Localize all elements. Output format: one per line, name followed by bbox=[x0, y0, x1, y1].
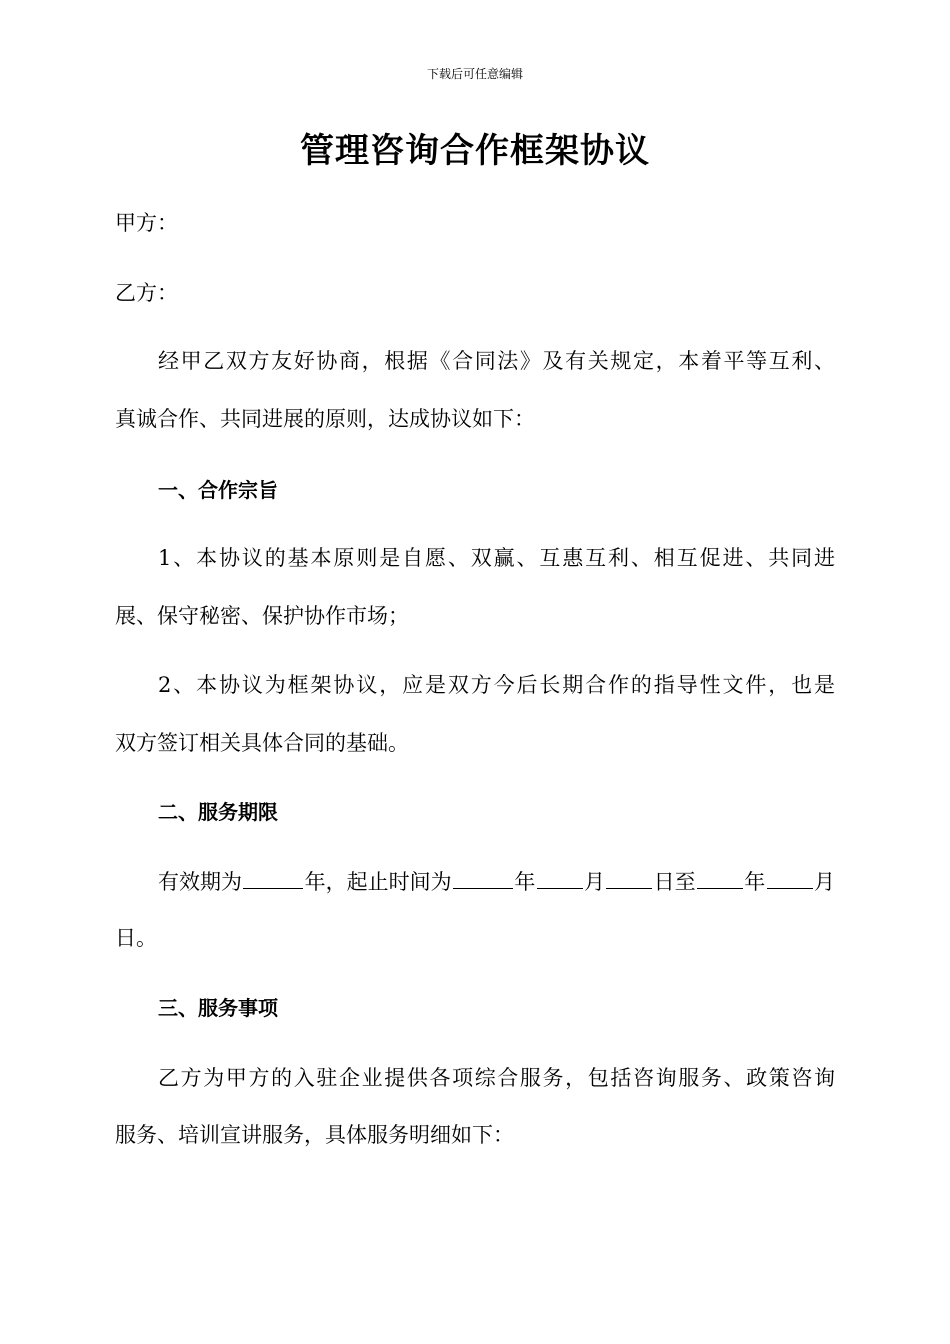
term-text-day-to: 日至 bbox=[653, 870, 696, 894]
term-text-start-end: 年，起止时间为 bbox=[304, 870, 452, 894]
blank-start-day-field[interactable] bbox=[606, 866, 652, 889]
section-1-item-1-line-2: 展、保守秘密、保护协作市场； bbox=[115, 604, 409, 628]
section-2-heading: 二、服务期限 bbox=[158, 800, 278, 824]
section-1-heading: 一、合作宗旨 bbox=[158, 478, 278, 502]
term-text-month: 月 bbox=[583, 870, 605, 894]
header-note: 下载后可任意编辑 bbox=[426, 67, 523, 81]
section-1-item-1-line-1: 1、本协议的基本原则是自愿、双赢、互惠互利、相互促进、共同进 bbox=[158, 546, 835, 570]
term-text-end-year: 年 bbox=[744, 870, 766, 894]
term-line-2: 日。 bbox=[115, 926, 157, 950]
section-3-line-2: 服务、培训宣讲服务，具体服务明细如下： bbox=[115, 1123, 514, 1147]
blank-years-field[interactable] bbox=[243, 866, 303, 889]
term-text-end-month: 月 bbox=[813, 870, 835, 894]
section-1-item-2-line-2: 双方签订相关具体合同的基础。 bbox=[115, 731, 409, 755]
blank-start-month-field[interactable] bbox=[537, 866, 583, 889]
blank-start-year-field[interactable] bbox=[453, 866, 513, 889]
section-1-item-2-line-1: 2、本协议为框架协议，应是双方今后长期合作的指导性文件，也是 bbox=[158, 673, 835, 697]
blank-end-year-field[interactable] bbox=[697, 866, 743, 889]
term-text-year: 年 bbox=[514, 870, 536, 894]
intro-line-2: 真诚合作、共同进展的原则，达成协议如下： bbox=[115, 407, 535, 431]
term-line-1 bbox=[158, 866, 888, 897]
party-a-label: 甲方： bbox=[115, 211, 178, 235]
term-text-valid-for: 有效期为 bbox=[158, 870, 242, 894]
document-title: 管理咨询合作框架协议 bbox=[300, 131, 650, 171]
section-3-line-1: 乙方为甲方的入驻企业提供各项综合服务，包括咨询服务、政策咨询 bbox=[158, 1066, 835, 1090]
section-3-heading: 三、服务事项 bbox=[158, 996, 278, 1020]
party-b-label: 乙方： bbox=[115, 281, 178, 305]
intro-line-1: 经甲乙双方友好协商，根据《合同法》及有关规定，本着平等互利、 bbox=[158, 349, 835, 373]
blank-end-month-field[interactable] bbox=[767, 866, 813, 889]
